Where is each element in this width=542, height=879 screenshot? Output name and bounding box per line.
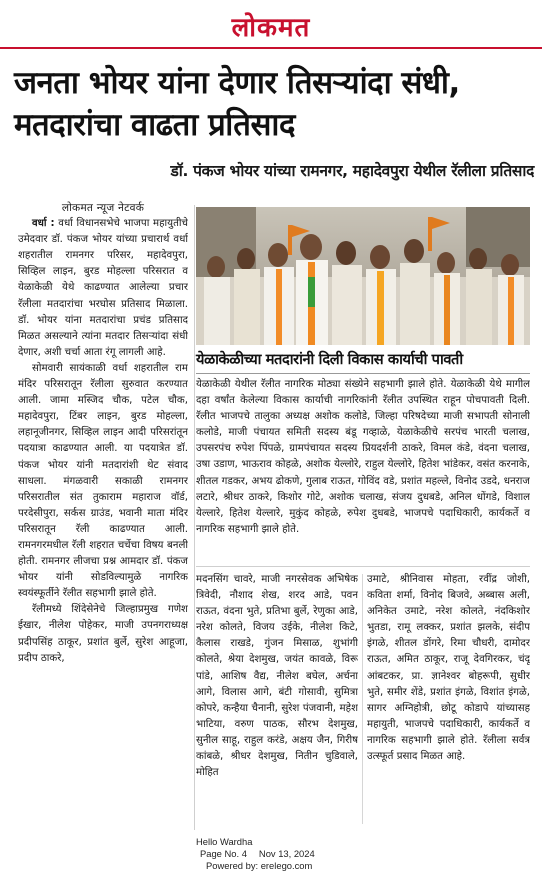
lede-paragraph: येळाकेळी येथील रॅलीत नागरिक मोठ्या संख्येने सहभागी झाले होते. येळाकेळी येथे मागील दहा वर्षांत केलेल्या विकास कार्याची नागरिकांनी रॅलीत उपस्थित राहून पोचपावती दिली. रॅलीत भाजपचे तालुका अध्यक्ष अशोक कलोडे, जिल्हा परिषदेच्या माजी सभापती सोनाली कलोडे, माजी पंचायत समिती सदस्य बंडू गव्हाळे, येळाकेळीचे सरपंच भारती चलाख, उपसरपंच रुपेश पिंपळे, ग्रामपंचायत सदस्य प्रियदर्शनी ठाकरे, विमल कंडे, वंदना चलाख, उषा उडाण, भाऊराव कोहळे, अशोक येल्लोरे, राहुल येल्लोरे, हितेश भांडेकर, वसंत करनाके, शीतल गडकर, अभय ढोकणे, गुलाब राऊत, गोविंद वडे, प्रशांत महल्ले, विनोद उडदे, धनराज लटारे, श्रीधर ठाकरे, किशोर गोटे, अशोक चलाख, संजय दुधबडे, अनिल धोंगडे, विशाल येल्लारे, हितेश येल्लारे, मुकुंद कोहळे, रुपेश दुधबडे, भाजपचे पदाधिकारी, कार्यकर्ते व नागरिक सहभागी झाले होते. <box>196 379 530 535</box>
column-divider-ab <box>362 574 363 824</box>
footer-page-date <box>196 848 376 860</box>
article-paragraph-3: रॅलीमध्ये शिंदेसेनेचे जिल्हाप्रमुख गणेश ईखार, नीलेश पोहेकर, माजी उपनगराध्यक्ष प्रदीपसिंह ठाकूर, प्रशांत बुर्ले, सुरेश आहूजा, प्रदीप ठाकरे, <box>18 604 188 664</box>
article-column-b: उमाटे, श्रीनिवास मोहता, रवींद्र जोशी, कविता शर्मा, विनोद बिजवे, अब्बास अली, अनिकेत उमाटे, नरेश कोलते, नंदकिशोर भुतडा, रामू लक्कर, प्रशांत झलके, संदीप इंगळे, शीतल डोंगरे, रिमा चौधरी, दामोदर राऊत, अमित ठाकूर, राजू देवगिरकर, चंदू आंबटकर, प्रा. ज्ञानेश्वर बोहरूपी, सुधीर भुते, समीर शेंडे, प्रशांत इंगळे, विशांत इंगळे, सागर अग्निहोत्री, छोटू कोडापे यांच्यासह महायुती, भाजपचे पदाधिकारी, कार्यकर्ते व नागरिक सहभागी झाले होते. रॅलीला सर्वत्र उत्स्फूर्त प्रसाद मिळत आहे. <box>367 574 530 763</box>
rally-photo-illustration <box>196 207 530 345</box>
article-paragraph-1 <box>18 216 188 361</box>
footer-date: Nov 13, 2024 <box>258 848 315 859</box>
rally-photo <box>196 207 530 345</box>
footer-page: Page No. 4 <box>200 848 247 859</box>
article-column-a: मदनसिंग चावरे, माजी नगरसेवक अभिषेक त्रिवेदी, नौशाद शेख, शरद आडे, पवन राऊत, वंदना भुते, प्रतिभा बुर्ले, रेणुका आडे, नरेश कोलते, विजय उईके, नीलेश किटे, कैलास राखडे, गुंजन मिसाळ, शुभांगी कोलते, श्रेया देशमुख, जयंत कावळे, विरू पांडे, आशिष वैद्य, नीलेश बघेल, अर्चना आगे, विलास आगे, बंटी गोसावी, सुमित्रा कोपरे, कन्हैया चैनानी, सुरेश पंजवानी, महेश भाटिया, वरुण पाठक, सौरभ देशमुख, सुनील साहू, राहुल करंडे, अक्षय जैन, गिरीष कांबळे, श्रीधर देशमुख, नितीन चुडिवाले, मोहित <box>196 574 358 779</box>
article-paragraph-2: सोमवारी सायंकाळी वर्धा शहरातील राम मंदिर परिसरातून रॅलीला सुरुवात करण्यात आली. जामा मस्जिद चौक, पटेल चौक, महादेवपुरा, टिंबर लाइन, बुरड मोहल्ला, लहानूजीनगर, सिव्हिल लाइन आदी परिसरांतून पदयात्रा काढण्यात आली. या पदयात्रेत डॉ. पंकज भोयर यांनी मतदारांशी थेट संवाद साधला. मंगळवारी सकाळी रामनगर परिसरातील संत तुकाराम महाराज वॉर्ड, परदेसीपुरा, सर्कस ग्राउंड, भवानी माता मंदिर परिसरातून रॅली काढण्यात आली. रामनगरमधील रॅली शहरात चर्चेचा विषय बनली होती. रामनगर लीजचा प्रश्न आमदार डॉ. पंकज भोयर यांनी सोडविल्यामुळे नागरिक स्वयंस्फूर्तीने रॅलीत सहभागी झाले होते. <box>18 362 188 600</box>
column-divider <box>194 205 195 830</box>
page-footer <box>196 836 376 872</box>
subheadline: डॉ. पंकज भोयर यांच्या रामनगर, महादेवपुरा येथील रॅलीला प्रतिसाद <box>170 162 534 180</box>
masthead-logo: लोकमत <box>231 13 311 43</box>
byline: लोकमत न्यूज नेटवर्क <box>61 202 145 214</box>
article-column-left <box>18 200 188 832</box>
lede-rule <box>196 566 530 567</box>
dateline: वर्धा : <box>32 218 55 230</box>
footer-edition: Hello Wardha <box>196 836 253 847</box>
footer-powered-by: Powered by: erelego.com <box>206 860 313 871</box>
article-paragraph-1-text: वर्धा विधानसभेचे भाजपा महायुतीचे उमेदवार डॉ. पंकज भोयर यांच्या प्रचारार्थ वर्धा शहरातील रामनगर परिसर, महादेवपुरा, सिव्हिल लाइन, बुरड मोहल्ला परिसरात व येळाकेळी येथे काढण्यात आलेल्या प्रचार रॅलीला मतदारांचा भरघोस प्रतिसाद मिळाला. डॉ. भोयर यांना मतदारांचा प्रचंड प्रतिसाद मिळत असल्याने त्यांना मतदार तिसऱ्यांदा संधी देणार, अशी चर्चा आता रंगू लागली आहे. <box>18 218 188 358</box>
photo-caption: येळाकेळीच्या मतदारांनी दिली विकास कार्याची पावती <box>196 351 463 368</box>
caption-rule <box>196 373 530 374</box>
headline: जनता भोयर यांना देणार तिसऱ्यांदा संधी, मतदारांचा वाढता प्रतिसाद <box>14 65 460 143</box>
masthead-rule <box>0 47 542 49</box>
